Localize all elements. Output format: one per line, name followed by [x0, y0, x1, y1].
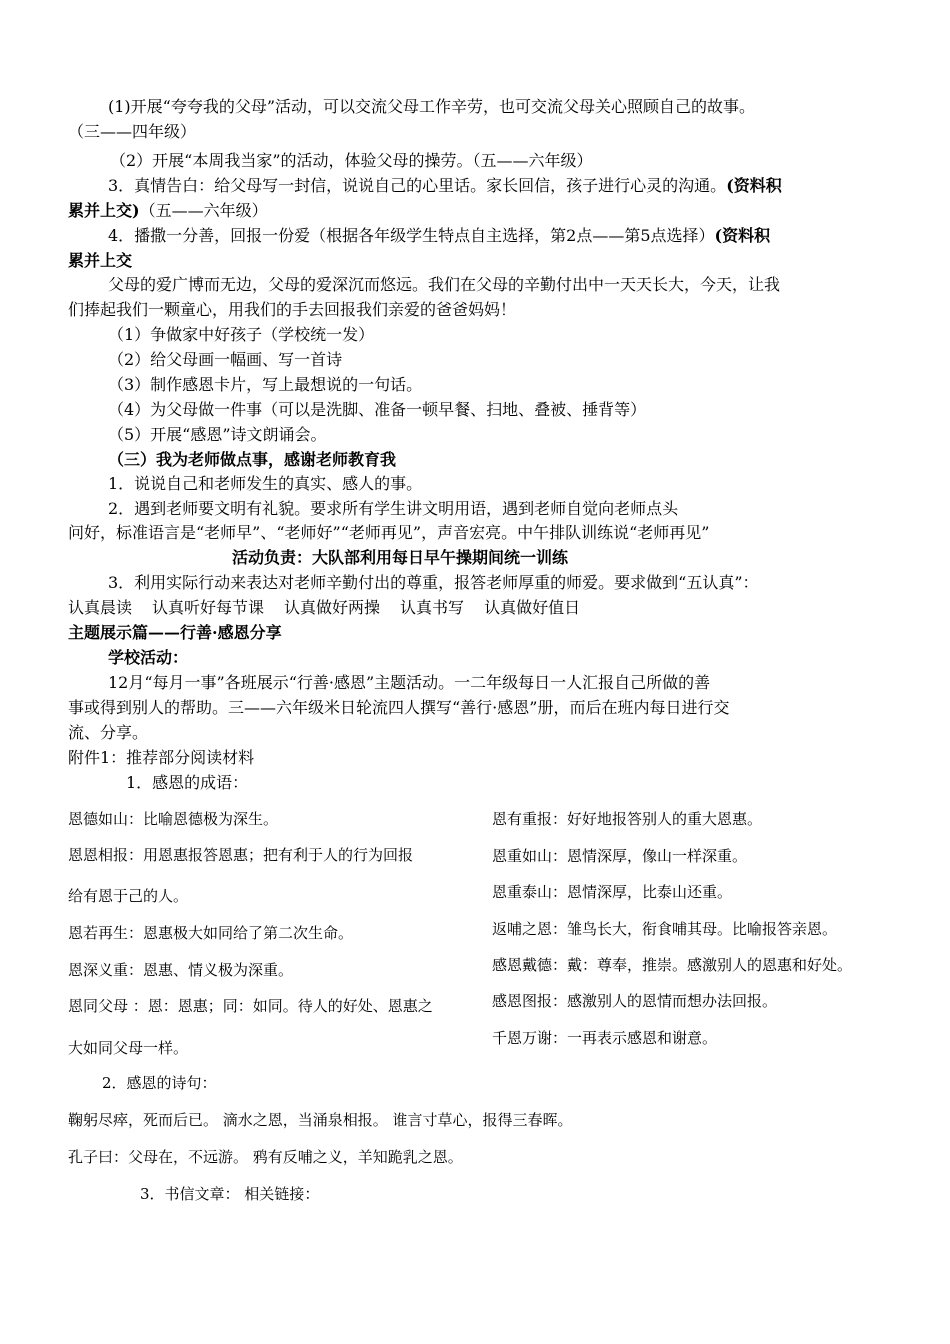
para-teacher-polite-cont: 问好，标准语言是“老师早”、“老师好”“老师再见”，声音宏亮。中午排队训练说“老师再见”	[68, 523, 710, 542]
idiom-entry: 恩有重报：好好地报答别人的重大恩惠。	[492, 810, 763, 828]
idiom-entry: 返哺之恩：雏鸟长大，衔食哺其母。比喻报答亲恩。	[492, 920, 838, 938]
para-letter-grade: （五——六年级）	[139, 201, 268, 220]
list-item: （1）争做家中好孩子（学校统一发）	[108, 325, 375, 344]
list-item: （3）制作感恩卡片，写上最想说的一句话。	[108, 375, 423, 394]
idiom-entry: 恩重泰山：恩情深厚，比泰山还重。	[492, 883, 733, 901]
para-kindness-submit: 累并上交	[68, 251, 133, 270]
para-teacher-story: 1．说说自己和老师发生的真实、感人的事。	[108, 474, 423, 493]
idiom-entry: 恩深义重：恩惠、情义极为深重。	[68, 961, 294, 979]
para-letter-submit: 累并上交)	[68, 201, 140, 220]
idiom-entry: 恩若再生：恩惠极大如同给了第二次生命。	[68, 924, 354, 942]
para-home-week: （2）开展“本周我当家”的活动，体验父母的操劳。（五——六年级）	[110, 151, 593, 170]
appendix-title: 附件1：推荐部分阅读材料	[68, 748, 255, 767]
idiom-entry: 恩恩相报：用恩惠报答恩惠；把有利于人的行为回报	[68, 846, 414, 864]
idiom-entry: 恩重如山：恩情深厚，像山一样深重。	[492, 847, 748, 865]
poem-line: 孔子曰：父母在，不远游。 鸦有反哺之义，羊知跪乳之恩。	[68, 1148, 463, 1166]
idioms-title: 1．感恩的成语：	[126, 773, 249, 792]
para-intro-line2: 们捧起我们一颗童心，用我们的手去回报我们亲爱的爸爸妈妈！	[68, 300, 517, 319]
para-kindness-bold: (资料积	[714, 226, 771, 245]
five-earnest-item: 认真听好每节课	[152, 598, 265, 617]
theme-desc-line3: 流、分享。	[68, 723, 149, 742]
para-letter-bold: (资料积	[726, 176, 782, 195]
list-item: （2）给父母画一幅画、写一首诗	[108, 350, 343, 369]
school-activity-label: 学校活动：	[108, 648, 189, 667]
list-item: （4）为父母做一件事（可以是洗脚、准备一顿早餐、扫地、叠被、捶背等）	[108, 400, 647, 419]
para-letter-text: 3．真情告白：给父母写一封信，说说自己的心里话。家长回信，孩子进行心灵的沟通。	[108, 176, 727, 195]
idiom-entry-cont: 大如同父母一样。	[68, 1039, 189, 1057]
poem-line: 鞠躬尽瘁，死而后已。 滴水之恩，当涌泉相报。 谁言寸草心，报得三春晖。	[68, 1111, 573, 1129]
para-teacher-respect: 3．利用实际行动来表达对老师辛勤付出的尊重，报答老师厚重的师爱。要求做到“五认真”：	[108, 573, 759, 592]
para-praise-parents: (1)开展“夸夸我的父母”活动，可以交流父母工作辛劳，也可交流父母关心照顾自己的故事。	[108, 97, 756, 116]
idiom-entry: 恩德如山：比喻恩德极为深生。	[68, 810, 279, 828]
five-earnest-item: 认真书写	[400, 598, 465, 617]
five-earnest-item: 认真做好两操	[284, 598, 381, 617]
poems-title: 2．感恩的诗句：	[102, 1074, 217, 1092]
idiom-entry: 感恩戴德：戴：尊奉，推崇。感激别人的恩惠和好处。	[492, 956, 853, 974]
theme-desc-line2: 事或得到别人的帮助。三——六年级米日轮流四人撰写“善行·感恩”册，而后在班内每日进行交	[68, 698, 730, 717]
para-teacher-polite: 2．遇到老师要文明有礼貌。要求所有学生讲文明用语，遇到老师自觉向老师点头	[108, 499, 679, 518]
para-letter-cont	[68, 199, 268, 223]
para-kindness-text: 4．播撒一分善，回报一份爱（根据各年级学生特点自主选择，第2点——第5点选择）	[108, 226, 715, 245]
activity-responsible: 活动负责：大队部利用每日早午操期间统一训练	[232, 548, 569, 567]
para-praise-parents-grade: （三——四年级）	[68, 122, 197, 141]
para-kindness	[108, 224, 770, 248]
para-letter	[108, 174, 782, 198]
theme-desc-line1: 12月“每月一事”各班展示“行善·感恩”主题活动。一二年级每日一人汇报自己所做的善	[108, 673, 711, 692]
list-item: （5）开展“感恩”诗文朗诵会。	[108, 425, 327, 444]
five-earnest-item: 认真晨读	[68, 598, 133, 617]
idiom-entry: 感恩图报：感激别人的恩情而想办法回报。	[492, 992, 778, 1010]
idiom-entry-cont: 给有恩于己的人。	[68, 887, 189, 905]
para-intro-line1: 父母的爱广博而无边，父母的爱深沉而悠远。我们在父母的辛勤付出中一天天长大，今天，让我	[108, 275, 781, 294]
five-earnest-list	[68, 596, 580, 620]
five-earnest-item: 认真做好值日	[484, 598, 581, 617]
theme-title: 主题展示篇——行善·感恩分享	[68, 623, 282, 642]
letters-title: 3．书信文章： 相关链接：	[140, 1185, 320, 1203]
section-heading-teachers: （三）我为老师做点事，感谢老师教育我	[108, 450, 397, 469]
idiom-entry: 千恩万谢：一再表示感恩和谢意。	[492, 1029, 718, 1047]
idiom-entry: 恩同父母 ：恩：恩惠；同：如同。待人的好处、恩惠之	[68, 997, 433, 1015]
